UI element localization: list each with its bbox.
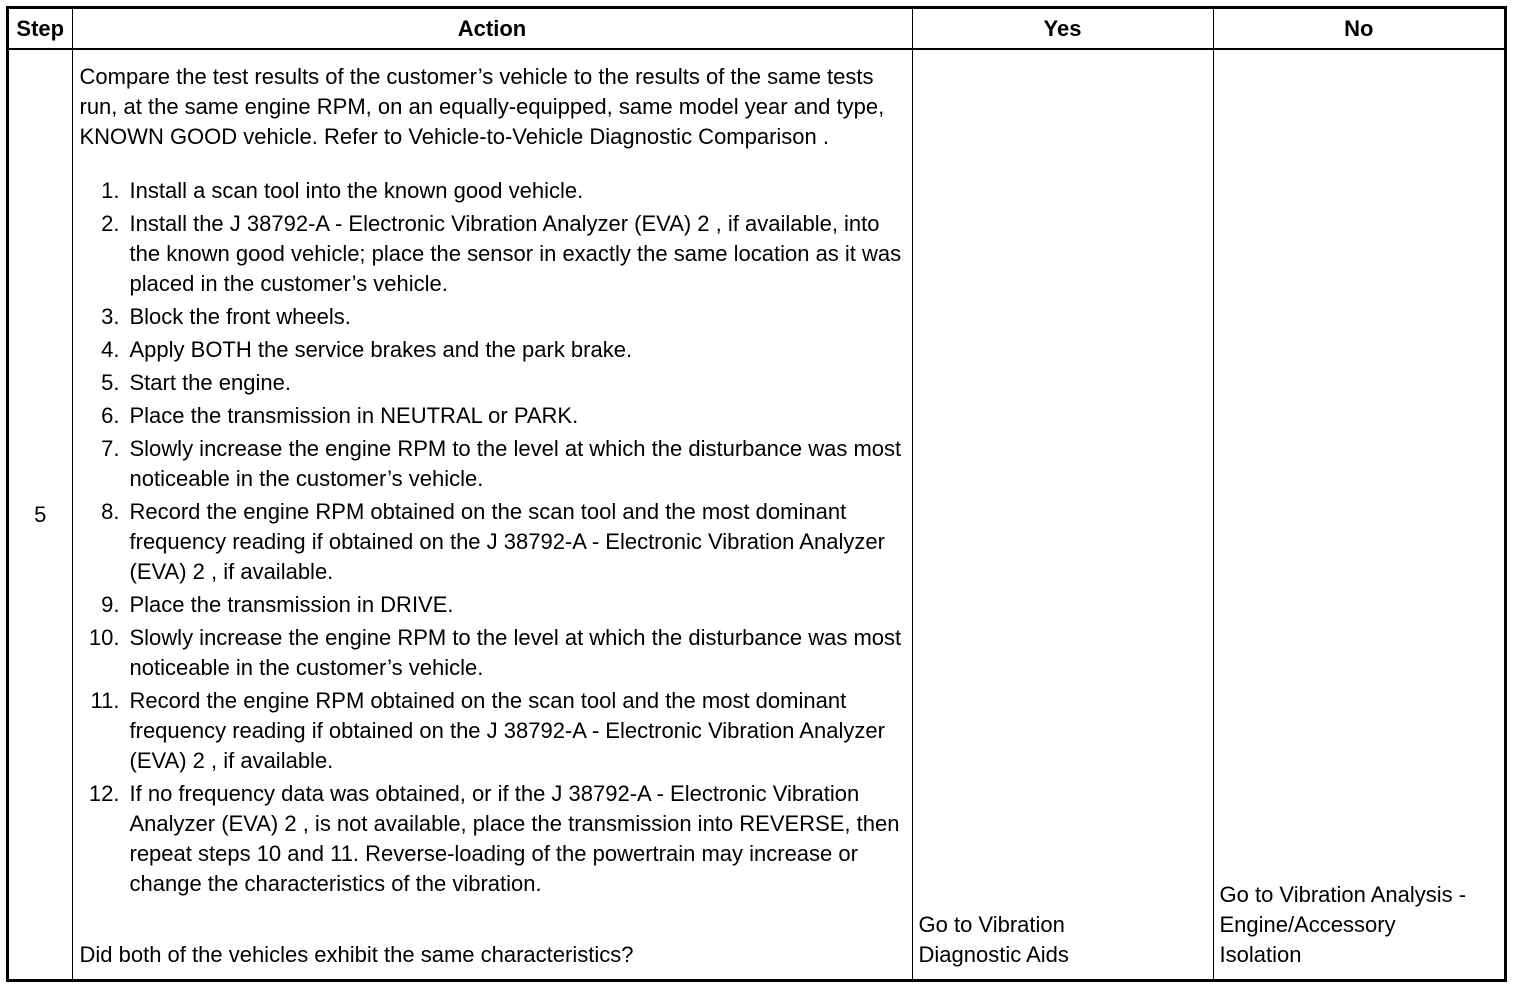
list-item-text: Slowly increase the engine RPM to the level at which the disturbance was most noticeable in the customer’s vehicle. [129, 625, 902, 680]
list-item-text: Record the engine RPM obtained on the scan tool and the most dominant frequency reading if obtained on the J 38792-A - Electronic Vibration Analyzer (EVA) 2 , if available. [129, 499, 885, 584]
list-item-text: Install the J 38792-A - Electronic Vibration Analyzer (EVA) 2 , if available, into the known good vehicle; place the sensor in exactly the same location as it was placed in the customer’s vehicle. [129, 211, 902, 296]
no-result-line: Go to Vibration Analysis - [1219, 882, 1467, 907]
diagnostic-step-table [9, 9, 1504, 979]
yes-result-line: Diagnostic Aids [918, 942, 1069, 967]
yes-result-cell [912, 49, 1213, 979]
list-item-text: Install a scan tool into the known good vehicle. [129, 178, 584, 203]
list-item [80, 209, 906, 299]
no-result-line: Engine/Accessory [1219, 912, 1396, 937]
list-item [80, 302, 906, 332]
list-item-number: 7. [101, 436, 120, 461]
list-item [80, 368, 906, 398]
list-item-number: 1. [101, 178, 120, 203]
list-item-text: If no frequency data was obtained, or if the J 38792-A - Electronic Vibration Analyzer (EVA) 2 , is not available, place the transmission into REVERSE, then repeat steps 10 and 11. Reverse-loading of the powertrain may increase or change the characteristics of the vibration. [129, 781, 900, 896]
list-item-number: 12. [88, 781, 120, 806]
list-item-number: 9. [101, 592, 120, 617]
header-row [9, 9, 1504, 49]
list-item [80, 401, 906, 431]
list-item-number: 4. [101, 337, 120, 362]
list-item [80, 623, 906, 683]
action-cell [72, 49, 912, 979]
list-item [80, 497, 906, 587]
list-item-number: 8. [101, 499, 120, 524]
header-yes: Yes [912, 9, 1213, 49]
procedure-list [80, 176, 906, 899]
list-item [80, 434, 906, 494]
step-number: 5 [9, 49, 72, 979]
table-row [9, 49, 1504, 979]
list-item-text: Start the engine. [129, 370, 291, 395]
list-item-number: 3. [101, 304, 120, 329]
list-item-text: Slowly increase the engine RPM to the level at which the disturbance was most noticeable in the customer’s vehicle. [129, 436, 902, 491]
list-item [80, 779, 906, 899]
no-result-line: Isolation [1219, 942, 1302, 967]
header-no: No [1213, 9, 1504, 49]
action-question: Did both of the vehicles exhibit the same characteristics? [79, 942, 634, 967]
list-item-text: Place the transmission in DRIVE. [129, 592, 454, 617]
list-item [80, 686, 906, 776]
list-item-number: 6. [101, 403, 120, 428]
list-item-number: 10. [88, 625, 120, 650]
list-item-text: Block the front wheels. [129, 304, 351, 329]
list-item [80, 590, 906, 620]
header-action: Action [72, 9, 912, 49]
list-item-number: 11. [90, 688, 120, 713]
list-item-number: 5. [101, 370, 120, 395]
list-item-text: Apply BOTH the service brakes and the park brake. [129, 337, 633, 362]
list-item [80, 176, 906, 206]
list-item-text: Place the transmission in NEUTRAL or PARK. [129, 403, 579, 428]
header-step: Step [9, 9, 72, 49]
list-item-number: 2. [101, 211, 120, 236]
no-result-cell [1213, 49, 1504, 979]
yes-result-line: Go to Vibration [918, 912, 1065, 937]
list-item [80, 335, 906, 365]
action-intro: Compare the test results of the customer’s vehicle to the results of the same tests run, at the same engine RPM, on an equally-equipped, same model year and type, KNOWN GOOD vehicle. Refer to Vehicle-to-Vehicle Diagnostic Comparison . [79, 64, 885, 149]
list-item-text: Record the engine RPM obtained on the scan tool and the most dominant frequency reading if obtained on the J 38792-A - Electronic Vibration Analyzer (EVA) 2 , if available. [129, 688, 885, 773]
diagnostic-table-frame [6, 6, 1507, 982]
